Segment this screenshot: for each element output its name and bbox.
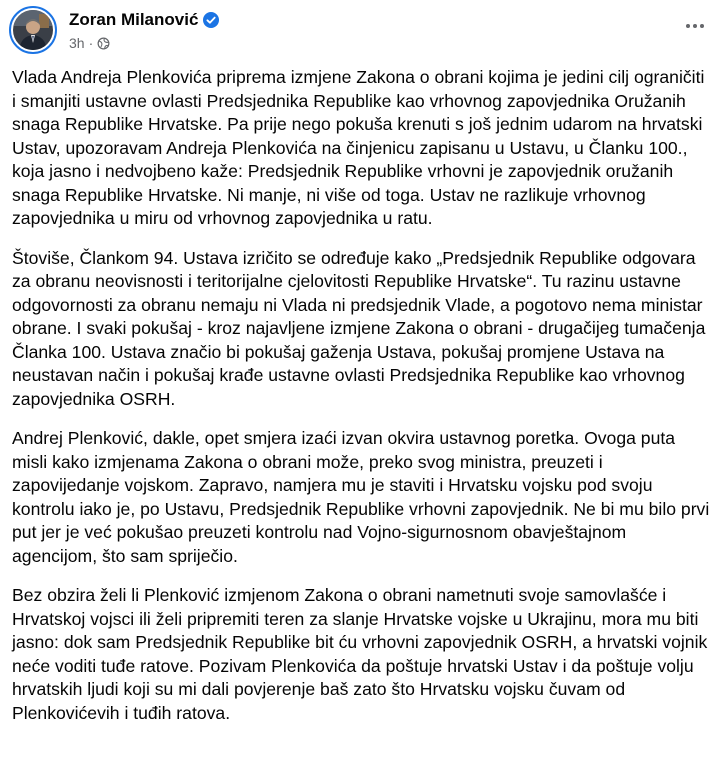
globe-icon[interactable]: [97, 37, 110, 50]
author-line: [69, 9, 219, 31]
post-body: [12, 66, 712, 725]
author-name[interactable]: Zoran Milanović: [69, 10, 199, 29]
verified-badge-icon: [203, 12, 219, 28]
post-paragraph: Štoviše, Člankom 94. Ustava izričito se određuje kako „Predsjednik Republike odgovara za obranu neovisnosti i teritorijalne cjelovitosti Republike Hrvatske“. Tu razinu ustavne odgovornosti za obranu nemaju ni Vlada ni predsjednik Vlade, a pogotovo nema ministar obrane. I svaki pokušaj - kroz najavljene izmjene Zakona o obrani - drugačijeg tumačenja Članka 100. Ustava značio bi pokušaj gaženja Ustava, pokušaj promjene Ustava na neustavan način i pokušaj krađe ustavne ovlasti Predsjednika Republike kao vrhovnog zapovjednika OSRH.: [12, 247, 706, 409]
meta-separator: ·: [88, 35, 94, 51]
post-header: [9, 6, 711, 56]
avatar-photo: [13, 10, 53, 50]
more-options-icon: [684, 15, 706, 37]
post-paragraph: Bez obzira želi li Plenković izmjenom Zakona o obrani nametnuti svoje samovlašće i Hrvatskoj vojsci ili želi pripremiti teren za slanje Hrvatske vojske u Ukrajinu, mora mu biti jasno: dok sam Predsjednik Republike bit ću vrhovni zapovjednik OSRH, a hrvatski vojnik neće voditi tuđe ratove. Pozivam Plenkovića da poštuje hrvatski Ustav i da poštuje volju hrvatskih ljudi koji su mi dali povjerenje baš zato što Hrvatsku vojsku čuvam od Plenkovićevih i tuđih ratova.: [12, 585, 708, 723]
post-paragraph: Vlada Andreja Plenkovića priprema izmjene Zakona o obrani kojima je jedini cilj ograničiti i smanjiti ustavne ovlasti Predsjednika Republike kao vrhovnog zapovjednika Oružanih snaga Republike Hrvatske. Pa prije nego pokuša krenuti s još jednim udarom na hrvatski Ustav, upozoravam Andreja Plenkovića na činjenicu zapisanu u Ustavu, u Članku 100., koja jasno i nedvojbeno kaže: Predsjednik Republike vrhovni je zapovjednik oružanih snaga Republike Hrvatske. Ni manje, ni više od toga. Ustav ne razlikuje vrhovnog zapovjednika u miru od vrhovnog zapovjednika u ratu.: [12, 67, 705, 228]
timestamp[interactable]: 3h: [69, 35, 85, 51]
avatar[interactable]: [9, 6, 57, 54]
more-options-button[interactable]: [681, 12, 709, 40]
post-paragraph: Andrej Plenković, dakle, opet smjera izaći izvan okvira ustavnog poretka. Ovoga puta misli kako izmjenama Zakona o obrani može, preko svog ministra, preuzeti i zapovijedanje vojskom. Zapravo, namjera mu je staviti i Hrvatsku vojsku pod svoju kontrolu iako je, po Ustavu, Predsjednik Republike vrhovni zapovjednik. Ne bi mu bilo prvi put jer je već pokušao preuzeti kontrolu nad Vojno-sigurnosnom obavještajnom agencijom, što sam spriječio.: [12, 428, 710, 566]
post-meta: [69, 34, 110, 52]
